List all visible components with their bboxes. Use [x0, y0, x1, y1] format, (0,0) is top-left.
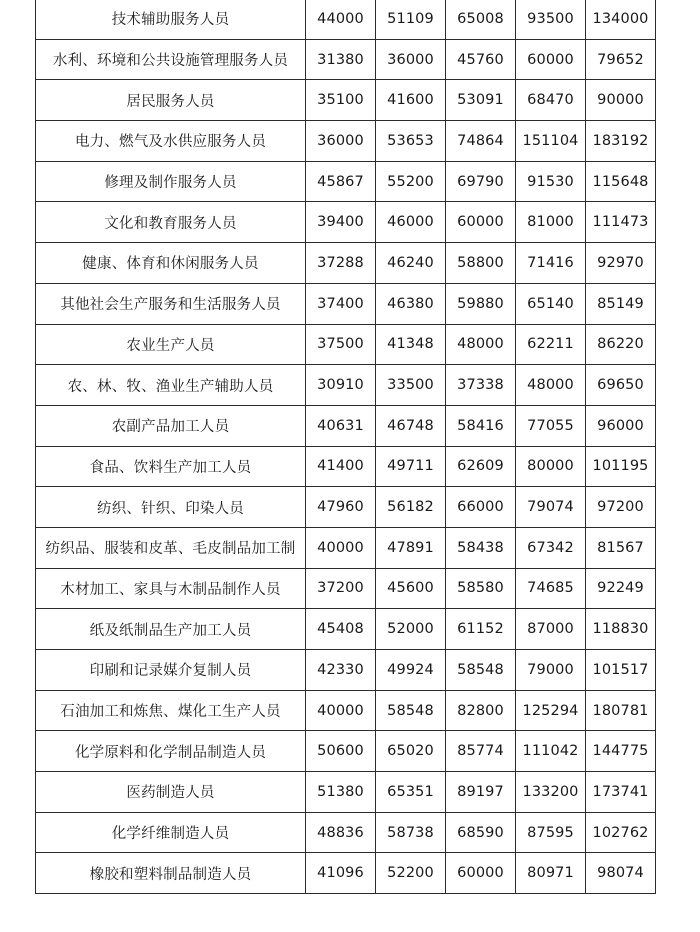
value-cell-5: 96000 [586, 405, 656, 446]
value-cell-5: 92970 [586, 243, 656, 284]
value-cell-3: 60000 [446, 202, 516, 243]
value-cell-5: 101517 [586, 650, 656, 691]
value-cell-5: 92249 [586, 568, 656, 609]
value-cell-4: 87000 [516, 609, 586, 650]
value-cell-5: 101195 [586, 446, 656, 487]
occupation-cell: 食品、饮料生产加工人员 [36, 446, 306, 487]
value-cell-2: 46380 [376, 283, 446, 324]
value-cell-3: 82800 [446, 690, 516, 731]
table-row [36, 283, 656, 324]
value-cell-4: 79000 [516, 650, 586, 691]
table-row [36, 39, 656, 80]
value-cell-3: 58438 [446, 527, 516, 568]
value-cell-2: 52000 [376, 609, 446, 650]
value-cell-1: 40000 [306, 690, 376, 731]
value-cell-4: 48000 [516, 365, 586, 406]
value-cell-1: 51380 [306, 772, 376, 813]
occupation-cell: 文化和教育服务人员 [36, 202, 306, 243]
occupation-cell: 其他社会生产服务和生活服务人员 [36, 283, 306, 324]
value-cell-4: 79074 [516, 487, 586, 528]
value-cell-2: 58548 [376, 690, 446, 731]
value-cell-5: 98074 [586, 853, 656, 894]
value-cell-1: 47960 [306, 487, 376, 528]
value-cell-4: 81000 [516, 202, 586, 243]
value-cell-1: 41096 [306, 853, 376, 894]
value-cell-3: 58548 [446, 650, 516, 691]
value-cell-3: 59880 [446, 283, 516, 324]
occupation-cell: 健康、体育和休闲服务人员 [36, 243, 306, 284]
occupation-cell: 橡胶和塑料制品制造人员 [36, 853, 306, 894]
occupation-cell: 化学纤维制造人员 [36, 812, 306, 853]
table-row [36, 161, 656, 202]
occupation-cell: 纺织品、服装和皮革、毛皮制品加工制 [36, 527, 306, 568]
value-cell-2: 51109 [376, 0, 446, 39]
value-cell-1: 42330 [306, 650, 376, 691]
table-row [36, 812, 656, 853]
value-cell-4: 77055 [516, 405, 586, 446]
value-cell-3: 58800 [446, 243, 516, 284]
table-row [36, 731, 656, 772]
value-cell-2: 46748 [376, 405, 446, 446]
value-cell-5: 118830 [586, 609, 656, 650]
value-cell-2: 33500 [376, 365, 446, 406]
table-row [36, 568, 656, 609]
table-row [36, 853, 656, 894]
value-cell-5: 144775 [586, 731, 656, 772]
value-cell-2: 49924 [376, 650, 446, 691]
value-cell-4: 71416 [516, 243, 586, 284]
value-cell-1: 48836 [306, 812, 376, 853]
value-cell-3: 74864 [446, 121, 516, 162]
value-cell-2: 41348 [376, 324, 446, 365]
value-cell-2: 56182 [376, 487, 446, 528]
occupation-cell: 农、林、牧、渔业生产辅助人员 [36, 365, 306, 406]
value-cell-3: 69790 [446, 161, 516, 202]
table-row [36, 0, 656, 39]
table-row [36, 243, 656, 284]
value-cell-4: 74685 [516, 568, 586, 609]
value-cell-5: 97200 [586, 487, 656, 528]
value-cell-2: 52200 [376, 853, 446, 894]
value-cell-2: 46000 [376, 202, 446, 243]
occupation-cell: 水利、环境和公共设施管理服务人员 [36, 39, 306, 80]
value-cell-1: 40000 [306, 527, 376, 568]
occupation-cell: 技术辅助服务人员 [36, 0, 306, 39]
value-cell-3: 45760 [446, 39, 516, 80]
value-cell-4: 91530 [516, 161, 586, 202]
occupation-cell: 印刷和记录媒介复制人员 [36, 650, 306, 691]
value-cell-5: 183192 [586, 121, 656, 162]
value-cell-2: 36000 [376, 39, 446, 80]
table-row [36, 365, 656, 406]
occupation-cell: 化学原料和化学制品制造人员 [36, 731, 306, 772]
occupation-cell: 医药制造人员 [36, 772, 306, 813]
occupation-cell: 石油加工和炼焦、煤化工生产人员 [36, 690, 306, 731]
value-cell-4: 133200 [516, 772, 586, 813]
value-cell-1: 30910 [306, 365, 376, 406]
value-cell-5: 90000 [586, 80, 656, 121]
value-cell-1: 37200 [306, 568, 376, 609]
value-cell-5: 79652 [586, 39, 656, 80]
value-cell-3: 85774 [446, 731, 516, 772]
occupation-cell: 农副产品加工人员 [36, 405, 306, 446]
value-cell-1: 37288 [306, 243, 376, 284]
value-cell-3: 68590 [446, 812, 516, 853]
value-cell-2: 65351 [376, 772, 446, 813]
value-cell-4: 111042 [516, 731, 586, 772]
table-row [36, 446, 656, 487]
value-cell-1: 35100 [306, 80, 376, 121]
salary-table [35, 0, 656, 894]
occupation-cell: 木材加工、家具与木制品制作人员 [36, 568, 306, 609]
value-cell-4: 65140 [516, 283, 586, 324]
table-row [36, 121, 656, 162]
value-cell-2: 45600 [376, 568, 446, 609]
table-row [36, 527, 656, 568]
value-cell-4: 62211 [516, 324, 586, 365]
value-cell-2: 55200 [376, 161, 446, 202]
table-row [36, 324, 656, 365]
occupation-cell: 纸及纸制品生产加工人员 [36, 609, 306, 650]
value-cell-4: 87595 [516, 812, 586, 853]
value-cell-5: 81567 [586, 527, 656, 568]
value-cell-3: 61152 [446, 609, 516, 650]
occupation-cell: 电力、燃气及水供应服务人员 [36, 121, 306, 162]
value-cell-1: 40631 [306, 405, 376, 446]
value-cell-2: 49711 [376, 446, 446, 487]
table-row [36, 650, 656, 691]
value-cell-5: 180781 [586, 690, 656, 731]
value-cell-4: 80971 [516, 853, 586, 894]
table-body [36, 0, 656, 894]
table-row [36, 405, 656, 446]
occupation-cell: 农业生产人员 [36, 324, 306, 365]
value-cell-1: 45408 [306, 609, 376, 650]
value-cell-3: 48000 [446, 324, 516, 365]
value-cell-4: 151104 [516, 121, 586, 162]
value-cell-1: 39400 [306, 202, 376, 243]
value-cell-3: 58416 [446, 405, 516, 446]
table-row [36, 487, 656, 528]
value-cell-5: 85149 [586, 283, 656, 324]
value-cell-2: 53653 [376, 121, 446, 162]
value-cell-4: 68470 [516, 80, 586, 121]
value-cell-2: 46240 [376, 243, 446, 284]
value-cell-4: 60000 [516, 39, 586, 80]
occupation-cell: 纺织、针织、印染人员 [36, 487, 306, 528]
value-cell-3: 89197 [446, 772, 516, 813]
value-cell-3: 66000 [446, 487, 516, 528]
table-row [36, 690, 656, 731]
value-cell-5: 86220 [586, 324, 656, 365]
value-cell-3: 37338 [446, 365, 516, 406]
value-cell-2: 65020 [376, 731, 446, 772]
occupation-cell: 修理及制作服务人员 [36, 161, 306, 202]
value-cell-1: 37400 [306, 283, 376, 324]
value-cell-1: 44000 [306, 0, 376, 39]
value-cell-4: 125294 [516, 690, 586, 731]
table-row [36, 80, 656, 121]
occupation-cell: 居民服务人员 [36, 80, 306, 121]
table-row [36, 772, 656, 813]
value-cell-3: 60000 [446, 853, 516, 894]
value-cell-2: 58738 [376, 812, 446, 853]
value-cell-3: 65008 [446, 0, 516, 39]
value-cell-1: 37500 [306, 324, 376, 365]
value-cell-3: 58580 [446, 568, 516, 609]
value-cell-1: 36000 [306, 121, 376, 162]
value-cell-1: 41400 [306, 446, 376, 487]
value-cell-1: 50600 [306, 731, 376, 772]
value-cell-5: 111473 [586, 202, 656, 243]
value-cell-2: 47891 [376, 527, 446, 568]
value-cell-3: 62609 [446, 446, 516, 487]
value-cell-5: 173741 [586, 772, 656, 813]
value-cell-2: 41600 [376, 80, 446, 121]
value-cell-5: 134000 [586, 0, 656, 39]
value-cell-1: 31380 [306, 39, 376, 80]
value-cell-4: 93500 [516, 0, 586, 39]
value-cell-5: 115648 [586, 161, 656, 202]
table-row [36, 202, 656, 243]
value-cell-3: 53091 [446, 80, 516, 121]
table-row [36, 609, 656, 650]
value-cell-5: 102762 [586, 812, 656, 853]
value-cell-4: 67342 [516, 527, 586, 568]
value-cell-5: 69650 [586, 365, 656, 406]
value-cell-1: 45867 [306, 161, 376, 202]
value-cell-4: 80000 [516, 446, 586, 487]
